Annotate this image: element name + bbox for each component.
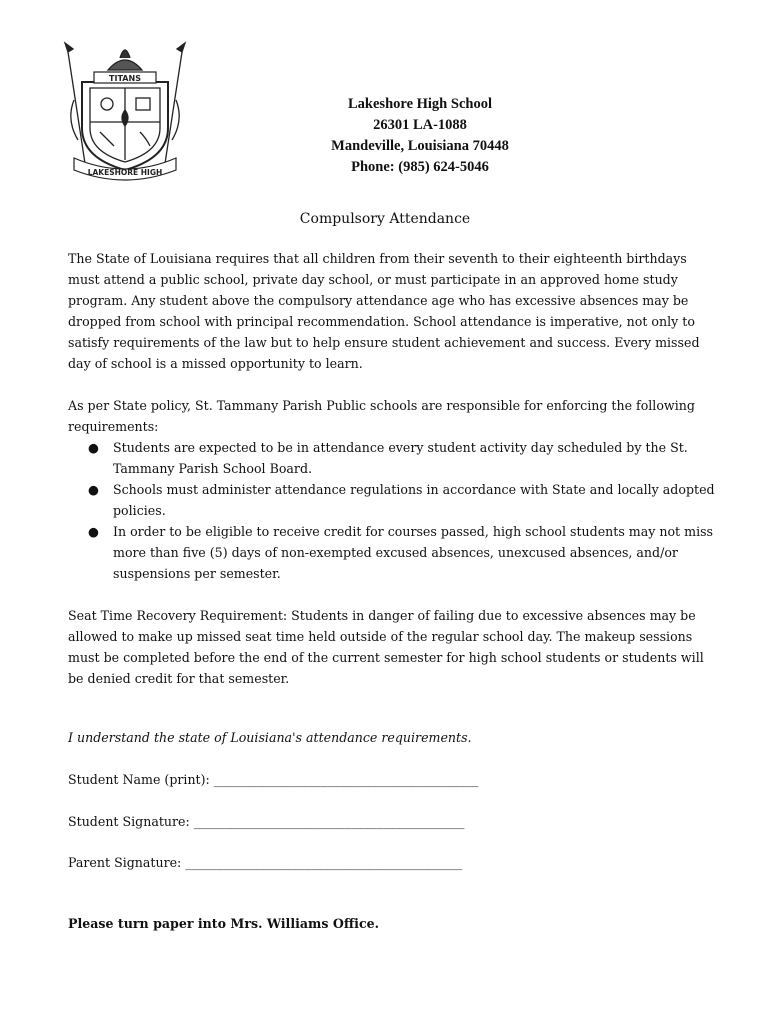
school-header [270, 94, 570, 178]
school-name: Lakeshore High School [348, 96, 492, 112]
list-item [68, 437, 718, 479]
requirement-text: Schools must administer attendance regulations in accordance with State and locally adopted policies. [113, 482, 715, 518]
paragraph-seat-time: Seat Time Recovery Requirement: Students in danger of failing due to excessive absences may be allowed to make up missed seat time held outside of the regular school day. The makeup sessions must be completed before the end of the current semester for high school students or students will be denied credit for that semester. [68, 608, 704, 686]
school-city: Mandeville, Louisiana 70448 [331, 138, 509, 154]
crest-banner-top: TITANS [109, 74, 141, 83]
requirements-section [68, 395, 718, 584]
student-signature-field[interactable]: Student Signature: ___________________________________________ [68, 814, 465, 829]
requirements-list [68, 437, 718, 584]
requirements-intro: As per State policy, St. Tammany Parish Public schools are responsible for enforcing the following requirements: [68, 398, 695, 434]
requirement-text: Students are expected to be in attendance every student activity day scheduled by the St. Tammany Parish School Board. [113, 440, 688, 476]
school-crest-logo-icon [60, 40, 190, 185]
acknowledgement-statement: I understand the state of Louisiana's attendance requirements. [68, 730, 472, 745]
school-street: 26301 LA-1088 [373, 117, 467, 133]
crest-banner-bottom: LAKESHORE HIGH [87, 168, 163, 177]
bullet-icon: ● [88, 440, 99, 455]
bullet-icon: ● [88, 482, 99, 497]
requirement-text: In order to be eligible to receive credit for courses passed, high school students may not miss more than five (5) days of non-exempted excused absences, unexcused absences, and/or suspensions per semester. [113, 524, 714, 581]
paragraph-compulsory-age: The State of Louisiana requires that all children from their seventh to their eighteenth birthdays must attend a public school, private day school, or must participate in an approved home study program. Any student above the compulsory attendance age who has excessive absences may be dropped from school with principal recommendation. School attendance is imperative, not only to satisfy requirements of the law but to help ensure student achievement and success. Every missed day of school is a missed opportunity to learn. [68, 251, 700, 371]
bullet-icon: ● [88, 524, 99, 539]
school-phone: Phone: (985) 624-5046 [351, 159, 489, 175]
parent-signature-field[interactable]: Parent Signature: ____________________________________________ [68, 855, 463, 870]
list-item [68, 521, 718, 584]
list-item [68, 479, 718, 521]
student-name-field[interactable]: Student Name (print): __________________________________________ [68, 772, 479, 787]
final-instruction: Please turn paper into Mrs. Williams Office. [68, 916, 380, 931]
page-title: Compulsory Attendance [299, 211, 471, 227]
